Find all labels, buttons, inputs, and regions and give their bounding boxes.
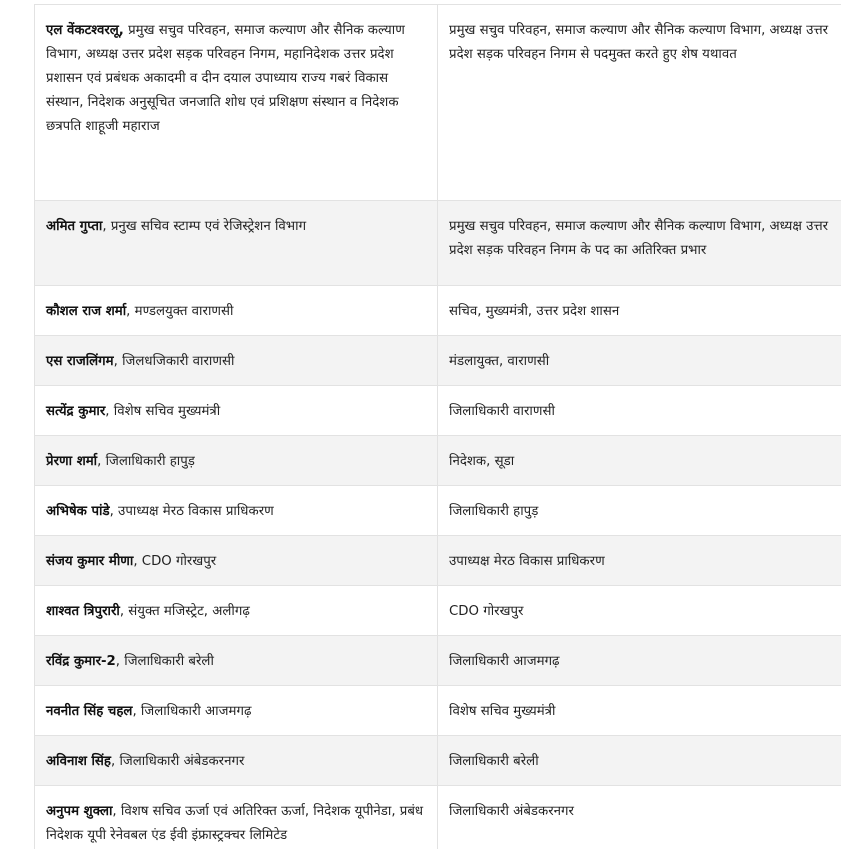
new-post: प्रमुख सचुव परिवहन, समाज कल्याण और सैनिक कल्याण विभाग, अध्यक्ष उत्तर प्रदेश सड़क परिवहन निगम से पदमुक्त करते हुए शेष यथावत bbox=[449, 23, 829, 62]
new-post-cell bbox=[438, 536, 842, 586]
officer-cell bbox=[35, 336, 438, 386]
officer-name: अमित गुप्ता bbox=[46, 219, 103, 234]
table-row bbox=[35, 786, 842, 849]
table-row bbox=[35, 536, 842, 586]
previous-post: , विशष सचिव ऊर्जा एवं अतिरिक्त ऊर्जा, निदेशक यूपीनेडा, प्रबंध निदेशक यूपी रेनेवबल एंड ईवी इंफ्रास्ट्रक्चर लिमिटेड bbox=[46, 804, 424, 843]
new-post-cell bbox=[438, 436, 842, 486]
table-row bbox=[35, 586, 842, 636]
transfer-table-container bbox=[34, 4, 841, 849]
officer-cell bbox=[35, 636, 438, 686]
previous-post: , मण्डलयुक्त वाराणसी bbox=[126, 304, 234, 319]
new-post: जिलाधिकारी वाराणसी bbox=[449, 404, 555, 419]
new-post-cell bbox=[438, 5, 842, 201]
previous-post: , जिलाधिकारी आजमगढ़ bbox=[132, 704, 252, 719]
previous-post: प्रमुख सचुव परिवहन, समाज कल्याण और सैनिक कल्याण विभाग, अध्यक्ष उत्तर प्रदेश सड़क परिवहन निगम, महानिदेशक उत्तर प्रदेश प्रशासन एवं प्रबंधक अकादमी व दीन दयाल उपाध्याय राज्य गबरं विकास संस्थान, निदेशक अनुसूचित जनजाति शोध एवं प्रशिक्षण संस्थान व निदेशक छत्रपति शाहूजी महाराज bbox=[46, 23, 405, 134]
table-row bbox=[35, 686, 842, 736]
table-row bbox=[35, 336, 842, 386]
new-post: जिलाधिकारी आजमगढ़ bbox=[449, 654, 560, 669]
table-row bbox=[35, 436, 842, 486]
new-post-cell bbox=[438, 786, 842, 849]
table-row bbox=[35, 5, 842, 201]
previous-post: , जिलधजिकारी वाराणसी bbox=[113, 354, 235, 369]
officer-name: अनुपम शुक्ला bbox=[46, 804, 113, 819]
table-row bbox=[35, 286, 842, 336]
previous-post: , प्रनुख सचिव स्टाम्प एवं रेजिस्ट्रेशन विभाग bbox=[102, 219, 307, 234]
table-row bbox=[35, 486, 842, 536]
officer-name: एल वेंकटश्वरलू, bbox=[46, 23, 124, 38]
new-post: जिलाधिकारी अंबेडकरनगर bbox=[449, 804, 574, 819]
new-post-cell bbox=[438, 736, 842, 786]
officer-cell bbox=[35, 736, 438, 786]
new-post: जिलाधिकारी हापुड़ bbox=[449, 504, 539, 519]
new-post: जिलाधिकारी बरेली bbox=[449, 754, 539, 769]
officer-name: नवनीत सिंह चहल bbox=[46, 704, 133, 719]
previous-post: , विशेष सचिव मुख्यमंत्री bbox=[105, 404, 221, 419]
table-row bbox=[35, 386, 842, 436]
officer-name: कौशल राज शर्मा bbox=[46, 304, 127, 319]
new-post-cell bbox=[438, 286, 842, 336]
transfer-table bbox=[34, 4, 841, 849]
new-post-cell bbox=[438, 201, 842, 286]
table-row bbox=[35, 201, 842, 286]
officer-cell bbox=[35, 786, 438, 849]
officer-cell bbox=[35, 686, 438, 736]
new-post-cell bbox=[438, 586, 842, 636]
officer-cell bbox=[35, 436, 438, 486]
new-post: विशेष सचिव मुख्यमंत्री bbox=[449, 704, 556, 719]
new-post-cell bbox=[438, 386, 842, 436]
previous-post: , जिलाधिकारी अंबेडकरनगर bbox=[110, 754, 245, 769]
officer-cell bbox=[35, 536, 438, 586]
officer-name: प्रेरणा शर्मा bbox=[46, 454, 98, 469]
new-post: निदेशक, सूडा bbox=[449, 454, 515, 469]
previous-post: , CDO गोरखपुर bbox=[133, 554, 217, 569]
new-post: उपाध्यक्ष मेरठ विकास प्राधिकरण bbox=[449, 554, 605, 569]
new-post: प्रमुख सचुव परिवहन, समाज कल्याण और सैनिक कल्याण विभाग, अध्यक्ष उत्तर प्रदेश सड़क परिवहन निगम के पद का अतिरिक्त प्रभार bbox=[449, 219, 829, 258]
officer-cell bbox=[35, 286, 438, 336]
officer-name: शाश्वत त्रिपुरारी bbox=[46, 604, 120, 619]
previous-post: , जिलाधिकारी बरेली bbox=[115, 654, 214, 669]
officer-name: एस राजलिंगम bbox=[46, 354, 114, 369]
new-post-cell bbox=[438, 486, 842, 536]
new-post: CDO गोरखपुर bbox=[449, 604, 524, 619]
officer-name: अभिषेक पांडे bbox=[46, 504, 110, 519]
officer-name: संजय कुमार मीणा bbox=[46, 554, 134, 569]
new-post-cell bbox=[438, 636, 842, 686]
table-row bbox=[35, 636, 842, 686]
officer-cell bbox=[35, 201, 438, 286]
previous-post: , उपाध्यक्ष मेरठ विकास प्राधिकरण bbox=[109, 504, 274, 519]
new-post: मंडलायुक्त, वाराणसी bbox=[449, 354, 550, 369]
officer-cell bbox=[35, 386, 438, 436]
officer-cell bbox=[35, 5, 438, 201]
previous-post: , संयुक्त मजिस्ट्रेट, अलीगढ़ bbox=[119, 604, 250, 619]
officer-name: सत्येंद्र कुमार bbox=[46, 404, 106, 419]
table-row bbox=[35, 736, 842, 786]
new-post-cell bbox=[438, 686, 842, 736]
officer-name: अविनाश सिंह bbox=[46, 754, 111, 769]
officer-cell bbox=[35, 486, 438, 536]
previous-post: , जिलाधिकारी हापुड़ bbox=[97, 454, 195, 469]
new-post: सचिव, मुख्यमंत्री, उत्तर प्रदेश शासन bbox=[449, 304, 620, 319]
officer-cell bbox=[35, 586, 438, 636]
officer-name: रविंद्र कुमार-2 bbox=[46, 654, 116, 669]
new-post-cell bbox=[438, 336, 842, 386]
